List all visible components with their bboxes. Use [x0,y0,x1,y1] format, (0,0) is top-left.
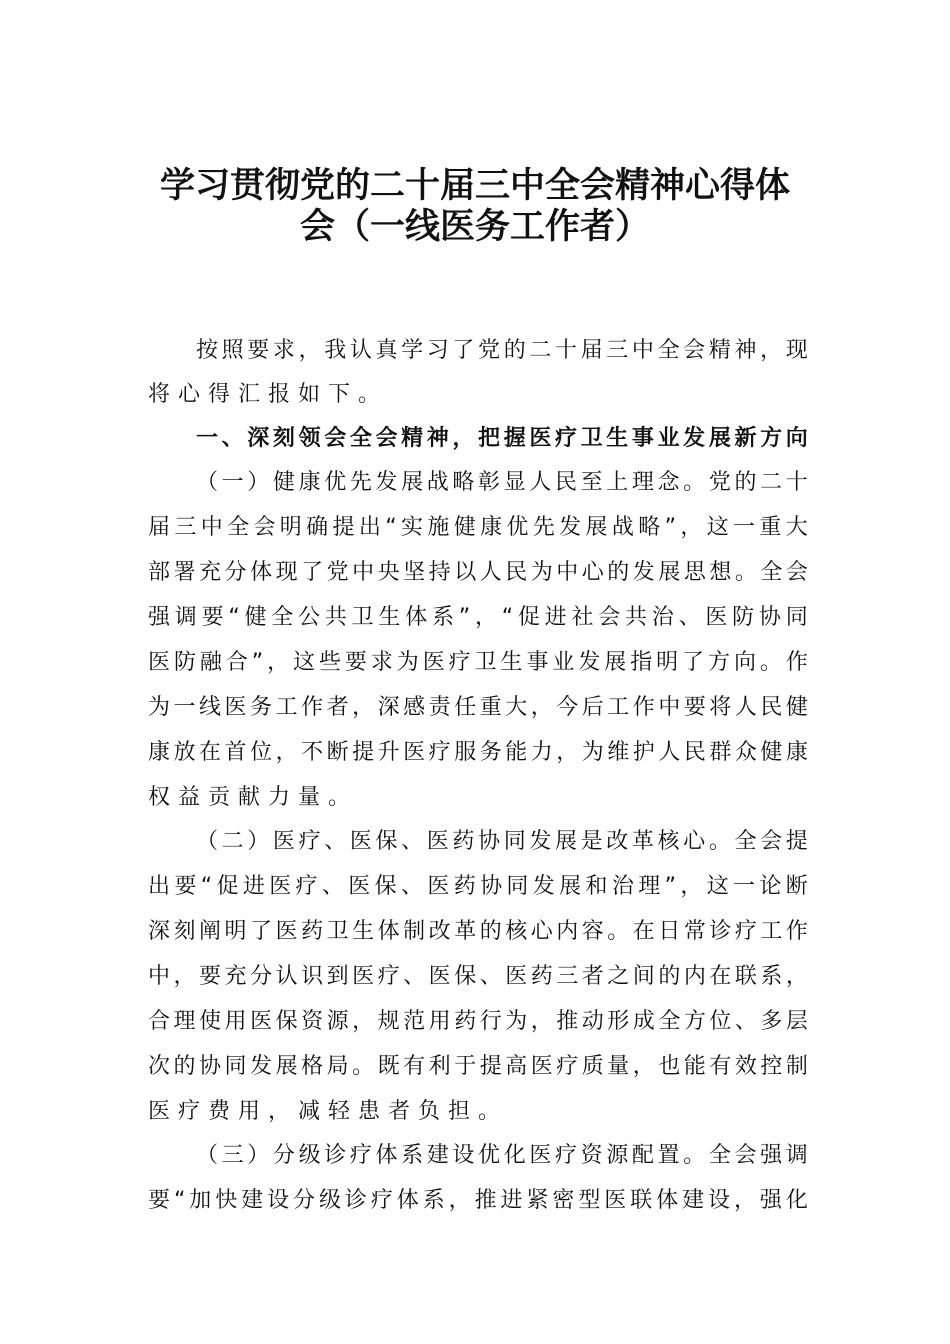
paragraph-line: 强 调 要 “ 健 全 公 共 卫 生 体 系 ” ， “ 促 进 社 会 共 治 、 医 防 协 同 [148,605,808,630]
paragraph-line: 康 放 在 首 位 ， 不 断 提 升 医 疗 服 务 能 力 ， 为 维 护 人 民 群 众 健 康 [148,740,808,765]
section-heading: 一 、 深 刻 领 会 全 会 精 神 ， 把 握 医 疗 卫 生 事 业 发 展 新 方 向 [196,426,808,451]
paragraph-line: 为 一 线 医 务 工 作 者 ， 深 感 责 任 重 大 ， 今 后 工 作 中 要 将 人 民 健 [148,695,808,720]
paragraph-line: 将心得汇报如下。 [148,382,389,407]
paragraph-line: 权益贡献力量。 [148,785,359,810]
paragraph-line: （ 一 ） 健 康 优 先 发 展 战 略 彰 显 人 民 至 上 理 念 。 党 的 二 十 [196,470,808,495]
paragraph-line: 中 ， 要 充 分 认 识 到 医 疗 、 医 保 、 医 药 三 者 之 间 的 内 在 联 系 ， [148,964,808,989]
paragraph-line: 部 署 充 分 体 现 了 党 中 央 坚 持 以 人 民 为 中 心 的 发 展 思 想 。 全 会 [148,560,808,585]
paragraph-line: 出 要 “ 促 进 医 疗 、 医 保 、 医 药 协 同 发 展 和 治 理 ” ， 这 一 论 断 [148,874,808,899]
paragraph-line: 深 刻 阐 明 了 医 药 卫 生 体 制 改 革 的 核 心 内 容 。 在 日 常 诊 疗 工 作 [148,919,808,944]
paragraph-line: 医疗费用，减轻患者负担。 [148,1099,509,1124]
paragraph-line: （ 三 ） 分 级 诊 疗 体 系 建 设 优 化 医 疗 资 源 配 置 。 全 会 强 调 [196,1143,808,1168]
paragraph-line: 届 三 中 全 会 明 确 提 出 “ 实 施 健 康 优 先 发 展 战 略 ” ， 这 一 重 大 [148,515,808,540]
paragraph-line: 次 的 协 同 发 展 格 局 。 既 有 利 于 提 高 医 疗 质 量 ， 也 能 有 效 控 制 [148,1054,808,1079]
paragraph-line: 按 照 要 求 ， 我 认 真 学 习 了 党 的 二 十 届 三 中 全 会 精 神 ， 现 [196,338,808,363]
paragraph-line: 医 防 融 合 ” ， 这 些 要 求 为 医 疗 卫 生 事 业 发 展 指 明 了 方 向 。 作 [148,650,808,675]
paragraph-line: 合 理 使 用 医 保 资 源 ， 规 范 用 药 行 为 ， 推 动 形 成 全 方 位 、 多 层 [148,1009,808,1034]
paragraph-line: （ 二 ） 医 疗 、 医 保 、 医 药 协 同 发 展 是 改 革 核 心 。 全 会 提 [196,829,808,854]
document-title-line-2: 会（一线医务工作者） [299,206,650,247]
paragraph-line: 要 “ 加 快 建 设 分 级 诊 疗 体 系 ， 推 进 紧 密 型 医 联 体 建 设 ， 强 化 [148,1188,808,1213]
document-title-line-1: 学习贯彻党的二十届三中全会精神心得体 [159,165,790,206]
